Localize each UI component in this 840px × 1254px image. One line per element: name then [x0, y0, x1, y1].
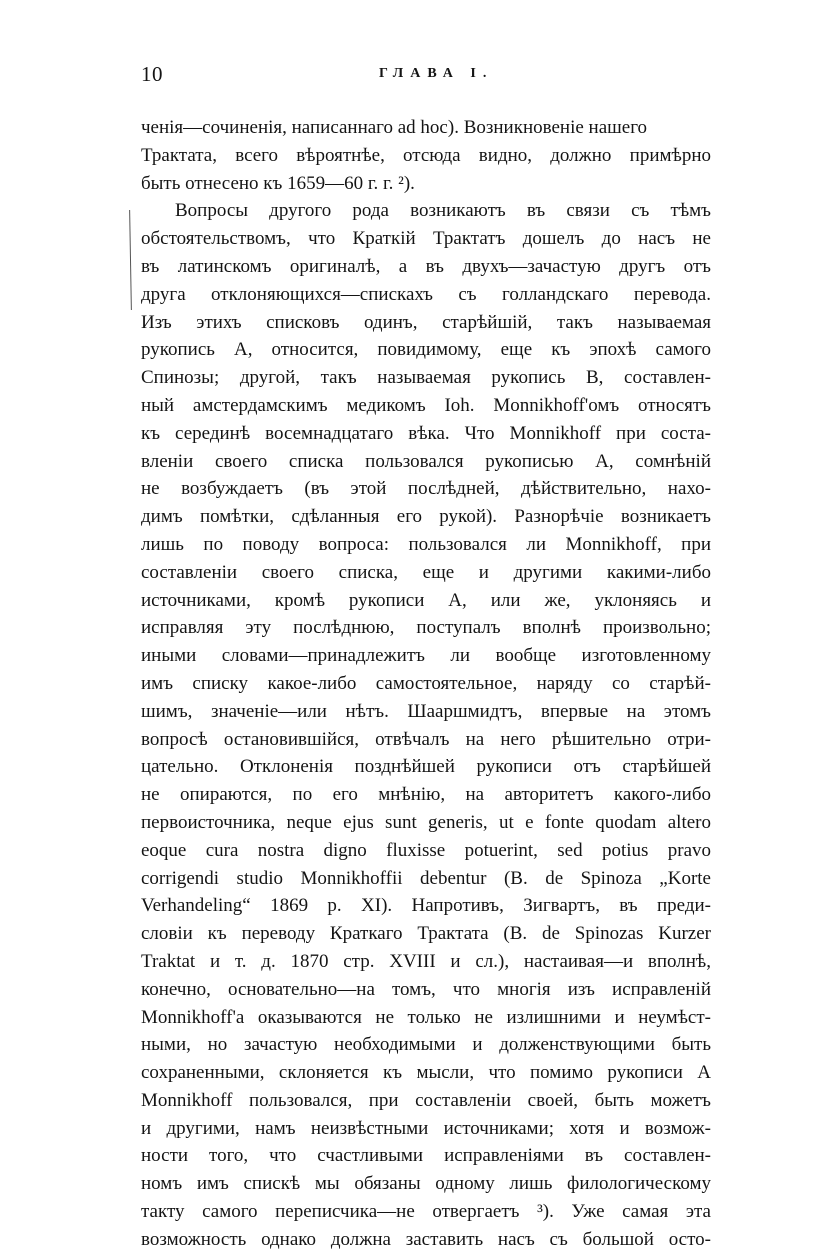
text-line: друга отклоняющихся—спискахъ съ голландскаго перевода.: [141, 283, 711, 305]
text-line: номъ имъ спискѣ мы обязаны одному лишь филологическому: [141, 1173, 711, 1195]
text-line: вленіи своего списка пользовался рукописью А, сомнѣній: [141, 450, 711, 472]
page-number: 10: [141, 62, 163, 86]
text-line: Traktat и т. д. 1870 стр. XVIII и сл.), настаивая—и вполнѣ,: [141, 950, 711, 972]
text-line: такту самого переписчика—не отвергаетъ ³). Уже самая эта: [141, 1201, 711, 1223]
text-line: возможность однако должна заставить насъ съ большой осто-: [141, 1228, 711, 1250]
text-line: вопросѣ остановившійся, отвѣчалъ на него рѣшительно отри-: [141, 728, 711, 750]
text-line: димъ помѣтки, сдѣланныя его рукой). Разнорѣчіе возникаетъ: [141, 506, 711, 528]
text-line: въ латинскомъ оригиналѣ, а въ двухъ—зачастую другъ отъ: [141, 255, 711, 277]
text-line: къ серединѣ восемнадцатаго вѣка. Что Monnikhoff при соста-: [141, 422, 711, 444]
text-line: имъ списку какое-либо самостоятельное, наряду со старѣй-: [141, 672, 711, 694]
text-line: конечно, основательно—на томъ, что многія изъ исправленій: [141, 978, 711, 1000]
text-line: Спинозы; другой, такъ называемая рукопись В, составлен-: [141, 367, 711, 389]
text-line: лишь по поводу вопроса: пользовался ли Monnikhoff, при: [141, 533, 711, 555]
text-line: источниками, кромѣ рукописи А, или же, уклоняясь и: [141, 589, 711, 611]
text-line: corrigendi studio Monnikhoffii debentur (B. de Spinoza „Korte: [141, 867, 711, 889]
text-line: словіи къ переводу Краткаго Трактата (B. de Spinozas Kurzer: [141, 923, 711, 945]
text-line: первоисточника, neque ejus sunt generis, ut e fonte quodam altero: [141, 811, 711, 833]
text-line: исправляя эту послѣднюю, поступалъ вполнѣ произвольно;: [141, 617, 711, 639]
text-line: Трактата, всего вѣроятнѣе, отсюда видно, должно примѣрно: [141, 144, 711, 166]
text-line: Вопросы другого рода возникаютъ въ связи съ тѣмъ: [175, 200, 711, 222]
running-title: ГЛАВА I.: [379, 66, 494, 81]
text-line: сохраненными, склоняется къ мысли, что помимо рукописи А: [141, 1062, 711, 1084]
text-line: шимъ, значеніе—или нѣтъ. Шааршмидтъ, впервые на этомъ: [141, 700, 711, 722]
text-line: цательно. Отклоненія позднѣйшей рукописи отъ старѣйшей: [141, 756, 711, 778]
text-line: рукопись А, относится, повидимому, еще къ эпохѣ самого: [141, 339, 711, 361]
margin-pencil-mark: [129, 210, 135, 310]
text-line: eoque cura nostra digno fluxisse potuerint, sed potius pravo: [141, 839, 711, 861]
text-line: ный амстердамскимъ медикомъ Ioh. Monnikhoff'омъ относятъ: [141, 394, 711, 416]
text-line: быть отнесено къ 1659—60 г. г. ²).: [141, 172, 415, 194]
text-line: ности того, что счастливыми исправленіями въ составлен-: [141, 1145, 711, 1167]
text-line: составленіи своего списка, еще и другими какими-либо: [141, 561, 711, 583]
body-text: [141, 114, 711, 1254]
text-line: иными словами—принадлежитъ ли вообще изготовленному: [141, 645, 711, 667]
text-line: ными, но зачастую необходимыми и долженствующими быть: [141, 1034, 711, 1056]
text-line: Monnikhoff'а оказываются не только не излишними и неумѣст-: [141, 1006, 711, 1028]
text-line: Monnikhoff пользовался, при составленіи своей, быть можетъ: [141, 1089, 711, 1111]
text-line: не опираются, по его мнѣнію, на авторитетъ какого-либо: [141, 784, 711, 806]
text-line: обстоятельствомъ, что Краткій Трактатъ дошелъ до насъ не: [141, 228, 711, 250]
text-line: и другими, намъ неизвѣстными источниками; хотя и возмож-: [141, 1117, 711, 1139]
text-line: Verhandeling“ 1869 p. XI). Напротивъ, Зигвартъ, въ преди-: [141, 895, 711, 917]
text-line: не возбуждаетъ (въ этой послѣдней, дѣйствительно, нахо-: [141, 478, 711, 500]
text-line: ченія—сочиненія, написаннаго ad hoc). Возникновеніе нашего: [141, 117, 648, 138]
text-line: Изъ этихъ списковъ одинъ, старѣйшій, такъ называемая: [141, 311, 711, 333]
